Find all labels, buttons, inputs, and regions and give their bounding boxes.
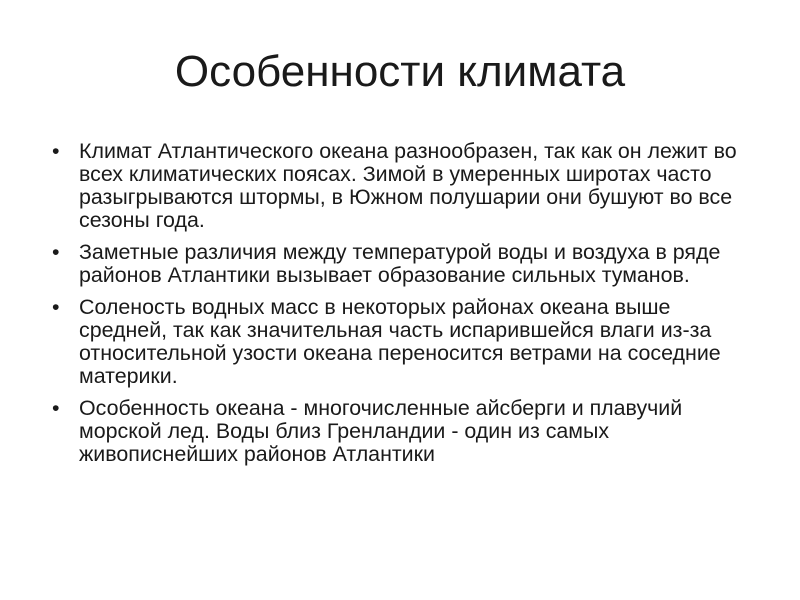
bullet-item <box>52 241 762 287</box>
bullet-text: Заметные различия между температурой воды и воздуха в ряде районов Атлантики вызывает образование сильных туманов. <box>79 240 721 287</box>
bullet-dot-icon: • <box>52 295 60 319</box>
bullet-dot-icon: • <box>52 240 60 264</box>
bullet-text: Соленость водных масс в некоторых районах океана выше средней, так как значительная часть испарившейся влаги из-за относительной узости океана переносится ветрами на соседние материки. <box>79 295 721 388</box>
bullet-list <box>52 140 762 475</box>
slide-title: Особенности климата <box>174 47 626 96</box>
bullet-text: Особенность океана - многочисленные айсберги и плавучий морской лед. Воды близ Гренландии - один из самых живописнейших районов Атлантики <box>79 396 683 466</box>
bullet-item <box>52 140 762 232</box>
bullet-dot-icon: • <box>52 396 60 420</box>
bullet-dot-icon: • <box>52 139 60 163</box>
bullet-item <box>52 397 762 466</box>
bullet-item <box>52 296 762 388</box>
bullet-text: Климат Атлантического океана разнообразен, так как он лежит во всех климатических поясах. Зимой в умеренных широтах часто разыгрываются штормы, в Южном полушарии они бушуют во все сезоны года. <box>79 139 737 232</box>
